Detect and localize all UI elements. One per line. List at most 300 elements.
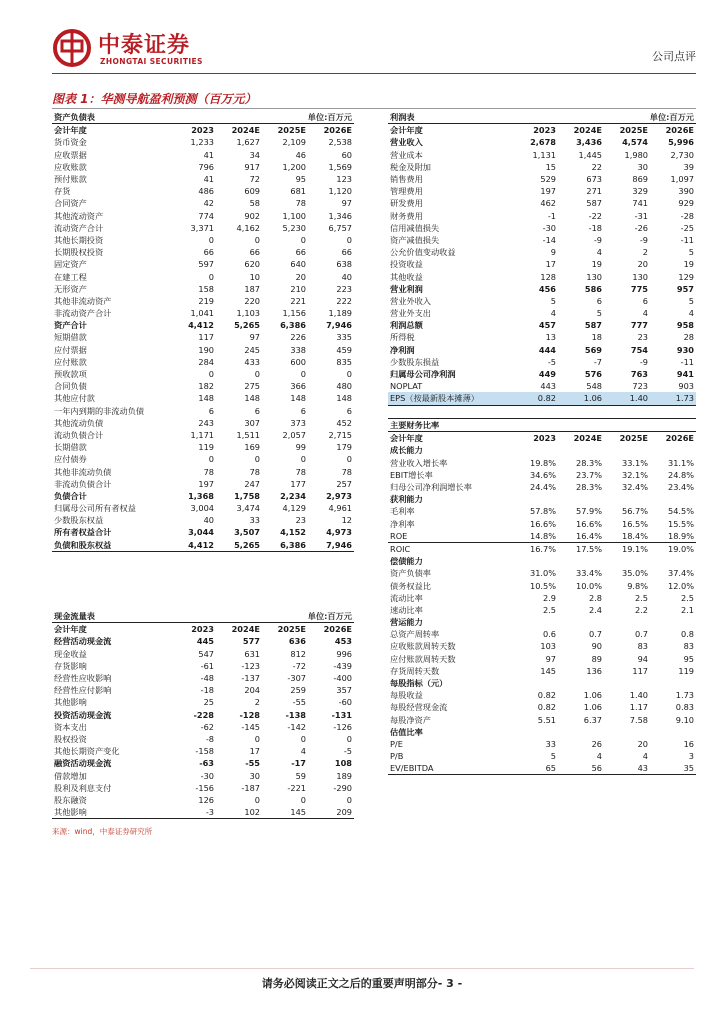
table-row	[52, 246, 354, 258]
cell-value: 40	[341, 271, 352, 282]
cell-value: 32.4%	[621, 482, 648, 493]
cell-value: -123	[241, 660, 260, 671]
row-label: 股东融资	[54, 794, 87, 805]
header-divider	[52, 73, 696, 74]
table-row	[52, 429, 354, 441]
table-title-row	[52, 111, 354, 124]
row-label: 估值比率	[390, 726, 423, 737]
cell-value	[512, 444, 558, 456]
cell-value: -18	[200, 685, 214, 696]
cell-value: 220	[244, 295, 260, 306]
cell-value: 94	[637, 653, 648, 664]
cell-value: 95	[683, 653, 694, 664]
page-header	[0, 0, 724, 80]
table-row	[52, 539, 354, 552]
unit-label: 单位:百万元	[649, 112, 694, 123]
row-label: 其他流动资产	[54, 210, 104, 221]
cell-value: 6	[642, 295, 648, 306]
row-label: 营业收入增长率	[390, 457, 448, 468]
cell-value: 31.1%	[667, 457, 694, 468]
row-label: 应收票据	[54, 149, 87, 160]
cell-value: 0	[254, 454, 260, 465]
cell-value: -9	[593, 234, 602, 245]
cell-value: 4,412	[188, 320, 214, 331]
cell-value: 6	[300, 405, 306, 416]
cell-value: 210	[290, 283, 306, 294]
row-label: 流动比率	[390, 592, 423, 603]
cell-value: -1	[547, 210, 556, 221]
cell-value: 366	[290, 381, 306, 392]
cell-value	[512, 677, 558, 689]
cell-value: -30	[542, 222, 556, 233]
row-label: 所有者权益合计	[54, 527, 112, 538]
column-header: 2023	[170, 124, 216, 137]
table-row	[52, 635, 354, 647]
cell-value	[558, 444, 604, 456]
row-label: 应付账款	[54, 356, 87, 367]
cell-value: 0	[300, 794, 306, 805]
cell-value: -221	[287, 782, 306, 793]
cell-value: 1,627	[236, 137, 260, 148]
cell-value: 10	[249, 271, 260, 282]
table-row	[52, 234, 354, 246]
column-header: 2023	[512, 432, 558, 445]
cell-value: 10.0%	[575, 580, 602, 591]
cell-value: 631	[244, 648, 260, 659]
row-label: 营业成本	[390, 149, 423, 160]
row-label: 固定资产	[54, 259, 87, 270]
table-row	[388, 616, 696, 628]
cell-value: -156	[195, 782, 214, 793]
cell-value: 0.7	[634, 629, 648, 640]
cell-value	[650, 677, 696, 689]
row-label: 公允价值变动收益	[390, 247, 456, 258]
cell-value: -14	[542, 234, 556, 245]
cell-value: 2,057	[282, 429, 306, 440]
row-label: 应付债券	[54, 454, 87, 465]
table-row	[388, 270, 696, 282]
cell-value	[558, 616, 604, 628]
row-label: 营业收入	[390, 137, 423, 148]
table-row	[388, 380, 696, 392]
row-label: 营业外收入	[390, 295, 431, 306]
row-label: 资产负债率	[390, 568, 431, 579]
table-header-row	[52, 124, 354, 137]
cell-value: 917	[244, 161, 260, 172]
cell-value: -17	[291, 758, 306, 769]
cell-value: 158	[198, 283, 214, 294]
cell-value: 30	[637, 161, 648, 172]
row-label: 少数股东权益	[54, 515, 104, 526]
cell-value	[512, 493, 558, 505]
cell-value: 0	[346, 369, 352, 380]
table-row	[52, 283, 354, 295]
cell-value: 187	[244, 283, 260, 294]
cell-value: 6,757	[328, 222, 352, 233]
row-label: 营业外支出	[390, 308, 431, 319]
cell-value: 5	[688, 247, 694, 258]
row-label: 非流动负债合计	[54, 478, 112, 489]
row-label: 经营性应付影响	[54, 685, 112, 696]
cell-value: 177	[290, 478, 306, 489]
cell-value: -131	[331, 709, 352, 720]
table-row	[52, 660, 354, 672]
table-row	[52, 173, 354, 185]
row-label: EPS（按最新股本摊薄）	[388, 392, 512, 405]
row-label: P/B	[390, 751, 404, 762]
cell-value: 9	[550, 247, 556, 258]
table-row	[52, 757, 354, 769]
cell-value: 15.5%	[667, 518, 694, 529]
table-row	[52, 526, 354, 538]
cell-value: 930	[676, 344, 694, 355]
cell-value: 89	[591, 653, 602, 664]
row-label: 每股经营现金流	[390, 702, 448, 713]
column-header: 2025E	[262, 623, 308, 636]
cell-value: 221	[290, 295, 306, 306]
cell-value: 30	[249, 770, 260, 781]
cell-value: 0	[346, 794, 352, 805]
cell-value: 338	[290, 344, 306, 355]
table-row	[388, 295, 696, 307]
table-row	[388, 356, 696, 368]
footer-divider	[30, 968, 694, 969]
table-row	[52, 356, 354, 368]
cell-value: 41	[203, 149, 214, 160]
cell-value: 3,436	[576, 137, 602, 148]
cell-value: 1,156	[282, 308, 306, 319]
column-header: 2026E	[308, 623, 354, 636]
cell-value: 119	[198, 442, 214, 453]
table-row	[52, 392, 354, 404]
row-label: 资产合计	[54, 320, 87, 331]
cell-value: 4	[596, 751, 602, 762]
cell-value: 6,386	[280, 320, 306, 331]
cell-value: 284	[198, 356, 214, 367]
cell-value: 43	[604, 762, 650, 775]
row-label: 投资活动现金流	[54, 709, 112, 720]
cell-value: 103	[540, 641, 556, 652]
cell-value: 247	[244, 478, 260, 489]
cell-value: 4	[550, 308, 556, 319]
table-row	[388, 677, 696, 689]
table-row	[388, 222, 696, 234]
cell-value: 0.6	[542, 629, 556, 640]
cell-value: 23	[637, 332, 648, 343]
cell-value	[512, 726, 558, 738]
table-row	[388, 640, 696, 652]
table-title: 资产负债表	[54, 112, 95, 123]
cell-value: 1.40	[629, 690, 648, 701]
table-row	[388, 493, 696, 505]
cell-value: 97	[545, 653, 556, 664]
row-label: 其他长期资产变化	[54, 746, 120, 757]
cell-value: 335	[336, 332, 352, 343]
row-label: NOPLAT	[390, 381, 423, 392]
cell-value: 20	[637, 259, 648, 270]
table-row	[52, 380, 354, 392]
cell-value: 609	[244, 186, 260, 197]
cell-value: 357	[336, 685, 352, 696]
cell-value: 136	[586, 665, 602, 676]
row-label: 应付账款周转天数	[390, 653, 456, 664]
table-row	[52, 709, 354, 721]
cell-value: 26	[591, 738, 602, 749]
cell-value: 119	[678, 665, 694, 676]
cell-value: 433	[244, 356, 260, 367]
cell-value: 0.82	[537, 690, 556, 701]
cell-value: 66	[295, 247, 306, 258]
cell-value: 204	[244, 685, 260, 696]
cell-value: 5,230	[282, 222, 306, 233]
table-row	[52, 344, 354, 356]
cell-value: 12.0%	[667, 580, 694, 591]
cell-value: 16.6%	[529, 518, 556, 529]
row-label: 负债和股东权益	[52, 539, 170, 552]
cell-value: 209	[308, 806, 354, 819]
cell-value: 869	[632, 174, 648, 185]
row-label: 投资收益	[390, 259, 423, 270]
cell-value: 1.06	[583, 690, 602, 701]
cell-value: 257	[336, 478, 352, 489]
cell-value: 130	[632, 271, 648, 282]
cell-value: 33.1%	[621, 457, 648, 468]
cell-value: -3	[170, 806, 216, 819]
cell-value: 0.82	[537, 702, 556, 713]
cell-value: 0	[346, 234, 352, 245]
cell-value: 456	[538, 283, 556, 294]
cell-value: 6.37	[583, 714, 602, 725]
cell-value: 19.8%	[529, 457, 556, 468]
cell-value: 99	[295, 442, 306, 453]
unit-label: 单位:百万元	[307, 611, 352, 622]
cell-value: 66	[249, 247, 260, 258]
table-row	[388, 530, 696, 543]
cell-value: -63	[199, 758, 214, 769]
row-label: 长期股权投资	[54, 247, 104, 258]
cell-value: 0.8	[680, 629, 694, 640]
cell-value: -439	[333, 660, 352, 671]
row-label: 毛利率	[390, 506, 415, 517]
zhongtai-logo-icon	[52, 28, 92, 68]
document-type: 公司点评	[652, 50, 696, 63]
table-row	[52, 331, 354, 343]
column-header: 会计年度	[52, 124, 170, 137]
cell-value: -22	[588, 210, 602, 221]
table-row	[388, 701, 696, 713]
cell-value: 4,162	[236, 222, 260, 233]
table-row	[388, 258, 696, 270]
cell-value: 1.40	[604, 392, 650, 405]
cell-value: 33.4%	[575, 568, 602, 579]
cell-value: 129	[678, 271, 694, 282]
cell-value: 835	[336, 356, 352, 367]
cell-value: -307	[287, 673, 306, 684]
cell-value: 4,961	[328, 503, 352, 514]
ratios-grid	[388, 418, 696, 775]
table-row	[388, 505, 696, 517]
table-header-row	[388, 432, 696, 445]
row-label: 存货周转天数	[390, 665, 440, 676]
cell-value: 2.5	[634, 592, 648, 603]
table-row	[52, 465, 354, 477]
cell-value	[558, 726, 604, 738]
cell-value: 763	[630, 369, 648, 380]
cell-value: 2,234	[280, 490, 306, 501]
cell-value: 452	[336, 417, 352, 428]
cell-value	[604, 493, 650, 505]
cell-value: 3,507	[234, 527, 260, 538]
cell-value: 179	[336, 442, 352, 453]
cell-value: 28.3%	[575, 482, 602, 493]
column-header: 2023	[170, 623, 216, 636]
table-row	[52, 210, 354, 222]
cell-value: 6,386	[262, 539, 308, 552]
table-row	[388, 344, 696, 356]
table-row	[52, 514, 354, 526]
row-label: 存货	[54, 186, 71, 197]
cell-value: 5	[596, 308, 602, 319]
cell-value: -8	[205, 733, 214, 744]
cell-value: 2.8	[588, 592, 602, 603]
cell-value: 66	[341, 247, 352, 258]
cell-value: 1.06	[558, 392, 604, 405]
cell-value: 5	[550, 751, 556, 762]
cell-value: 190	[198, 344, 214, 355]
cell-value: 41	[203, 174, 214, 185]
cell-value: 20	[295, 271, 306, 282]
cell-value: -26	[634, 222, 648, 233]
cell-value: 569	[584, 344, 602, 355]
cell-value: 3,004	[190, 503, 214, 514]
table-row	[52, 136, 354, 148]
cell-value: 4	[642, 751, 648, 762]
cell-value: 5	[688, 295, 694, 306]
row-label: 财务费用	[390, 210, 423, 221]
row-label: 应收账款周转天数	[390, 641, 456, 652]
cell-value: 197	[540, 186, 556, 197]
row-label: 流动负债合计	[54, 429, 104, 440]
cell-value: -11	[680, 356, 694, 367]
cell-value: 16	[683, 738, 694, 749]
cash-flow-table	[52, 610, 354, 819]
table-row	[388, 555, 696, 567]
cell-value: 2,538	[328, 137, 352, 148]
table-row	[52, 453, 354, 465]
table-row	[52, 417, 354, 429]
cell-value: 681	[290, 186, 306, 197]
cell-value: 148	[198, 393, 214, 404]
figure-title: 图表 1：华测导航盈利预测（百万元）	[52, 90, 696, 109]
cell-value: 148	[290, 393, 306, 404]
cell-value: 24.4%	[529, 482, 556, 493]
cell-value: 5,996	[668, 137, 694, 148]
cell-value	[558, 555, 604, 567]
table-row	[388, 726, 696, 738]
row-label: 资产减值损失	[390, 234, 440, 245]
cell-value: -137	[241, 673, 260, 684]
row-label: 净利润	[390, 344, 415, 355]
cell-value: 5	[550, 295, 556, 306]
row-label: 经营活动现金流	[54, 636, 112, 647]
cell-value: 34.6%	[529, 469, 556, 480]
table-row	[52, 161, 354, 173]
cell-value: 123	[336, 174, 352, 185]
cell-value: 1,041	[190, 308, 214, 319]
cell-value: 4,574	[622, 137, 648, 148]
row-label: 每股净资产	[390, 714, 431, 725]
row-label: 负债合计	[54, 490, 87, 501]
column-header: 2025E	[604, 432, 650, 445]
cell-value: -25	[680, 222, 694, 233]
table-header-row	[388, 124, 696, 137]
cell-value: -72	[292, 660, 306, 671]
cell-value: 34	[249, 149, 260, 160]
cell-value: 0	[300, 733, 306, 744]
row-label: 在建工程	[54, 271, 87, 282]
cell-value: 7.58	[629, 714, 648, 725]
cell-value: -142	[287, 721, 306, 732]
cell-value: 957	[676, 283, 694, 294]
row-label: 经营性应收影响	[54, 673, 112, 684]
cell-value: 10.5%	[529, 580, 556, 591]
table-row	[388, 481, 696, 493]
cell-value: 307	[244, 417, 260, 428]
cell-value: 5.51	[537, 714, 556, 725]
table-row	[388, 469, 696, 481]
cell-value: 586	[584, 283, 602, 294]
cell-value: 2.2	[634, 604, 648, 615]
cell-value: 23	[295, 515, 306, 526]
cell-value: 587	[584, 320, 602, 331]
cell-value: 90	[591, 641, 602, 652]
table-title-row	[388, 111, 696, 124]
row-label: 长期借款	[54, 442, 87, 453]
cell-value: 1,100	[282, 210, 306, 221]
cell-value: 16.6%	[575, 518, 602, 529]
cell-value: 723	[632, 381, 648, 392]
row-label: 应收账款	[54, 161, 87, 172]
cell-value: 0	[254, 234, 260, 245]
row-label: 所得税	[390, 332, 415, 343]
cell-value	[512, 616, 558, 628]
table-row	[388, 331, 696, 343]
cell-value: 1.06	[583, 702, 602, 713]
row-label: 净利率	[390, 518, 415, 529]
cell-value: 33	[249, 515, 260, 526]
cell-value: 19	[591, 259, 602, 270]
cell-value: 597	[198, 259, 214, 270]
row-label: 货币资金	[54, 137, 87, 148]
table-row	[52, 197, 354, 209]
table-row	[52, 295, 354, 307]
cell-value: 390	[678, 186, 694, 197]
row-label: 其他影响	[52, 806, 170, 819]
cell-value: 222	[336, 295, 352, 306]
cell-value: 9.8%	[627, 580, 648, 591]
row-label: 其他长期投资	[54, 234, 104, 245]
cell-value: -290	[333, 782, 352, 793]
cell-value: 480	[336, 381, 352, 392]
table-row	[388, 185, 696, 197]
cell-value: 35.0%	[621, 568, 648, 579]
cell-value: 2.9	[542, 592, 556, 603]
row-label: 股权投资	[54, 733, 87, 744]
table-row	[388, 149, 696, 161]
cell-value: -228	[193, 709, 214, 720]
row-label: EV/EBITDA	[388, 762, 512, 775]
cell-value: 259	[290, 685, 306, 696]
